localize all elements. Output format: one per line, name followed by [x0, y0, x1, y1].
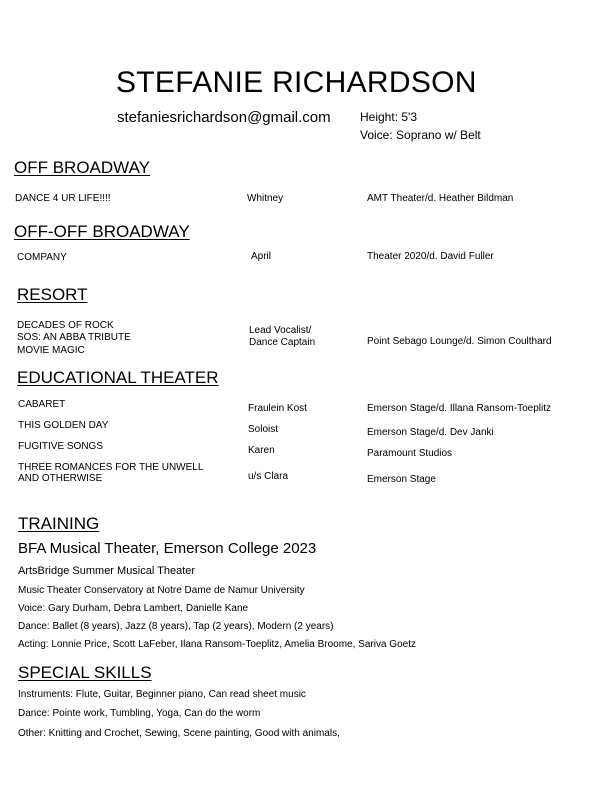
credit-role: Lead Vocalist/	[249, 325, 312, 336]
voice-stat: Voice: Soprano w/ Belt	[360, 128, 481, 142]
credit-role: Soloist	[248, 424, 279, 435]
credit-show: SOS: AN ABBA TRIBUTE	[17, 332, 131, 343]
credit-role: Dance Captain	[249, 337, 316, 348]
training-item: Dance: Ballet (8 years), Jazz (8 years), Tap (2 years), Modern (2 years)	[18, 621, 334, 632]
credit-venue: Emerson Stage/d. Dev Janki	[367, 427, 494, 438]
credit-role: April	[251, 251, 272, 262]
credit-venue: Theater 2020/d. David Fuller	[367, 251, 494, 262]
performer-name: STEFANIE RICHARDSON	[116, 66, 477, 99]
credit-venue: Paramount Studios	[367, 448, 453, 459]
training-item: Acting: Lonnie Price, Scott LaFeber, Ilana Ransom-Toeplitz, Amelia Broome, Sariva Goetz	[18, 639, 416, 650]
credit-venue: Point Sebago Lounge/d. Simon Coulthard	[367, 336, 552, 347]
credit-role: u/s Clara	[248, 471, 289, 482]
credit-role: Fraulein Kost	[248, 403, 307, 414]
credit-venue: AMT Theater/d. Heather Bildman	[367, 193, 514, 204]
section-heading-off-broadway: OFF BROADWAY	[14, 158, 150, 177]
credit-show: DANCE 4 UR LIFE!!!!	[15, 193, 111, 204]
training-item: Music Theater Conservatory at Notre Dame de Namur University	[18, 585, 305, 596]
credit-show: THIS GOLDEN DAY	[18, 420, 109, 431]
credit-show: MOVIE MAGIC	[17, 345, 85, 356]
credit-show: DECADES OF ROCK	[17, 320, 114, 331]
credit-venue: Emerson Stage/d. Illana Ransom-Toeplitz	[367, 403, 551, 414]
credit-show: COMPANY	[17, 252, 67, 263]
credit-show: FUGITIVE SONGS	[18, 441, 104, 452]
training-item: Voice: Gary Durham, Debra Lambert, Danielle Kane	[18, 603, 249, 614]
training-degree: BFA Musical Theater, Emerson College 2023	[18, 540, 317, 557]
credit-venue: Emerson Stage	[367, 474, 436, 485]
credit-role: Whitney	[247, 193, 284, 204]
skill-item: Dance: Pointe work, Tumbling, Yoga, Can do the worm	[18, 708, 261, 719]
section-heading-resort: RESORT	[17, 285, 88, 304]
section-heading-off-off-broadway: OFF-OFF BROADWAY	[14, 222, 190, 241]
skill-item: Other: Knitting and Crochet, Sewing, Scene painting, Good with animals,	[18, 728, 340, 739]
height-stat: Height: 5'3	[360, 110, 417, 124]
credit-show: THREE ROMANCES FOR THE UNWELL	[18, 462, 204, 473]
section-heading-special-skills: SPECIAL SKILLS	[18, 663, 152, 682]
email-address[interactable]: stefaniesrichardson@gmail.com	[117, 109, 331, 126]
skill-item: Instruments: Flute, Guitar, Beginner piano, Can read sheet music	[18, 689, 306, 700]
section-heading-training: TRAINING	[18, 514, 100, 533]
credit-show: AND OTHERWISE	[18, 473, 103, 484]
section-heading-educational-theater: EDUCATIONAL THEATER	[17, 368, 219, 387]
credit-role: Karen	[248, 445, 275, 456]
credit-show: CABARET	[18, 399, 66, 410]
training-program: ArtsBridge Summer Musical Theater	[18, 565, 196, 577]
